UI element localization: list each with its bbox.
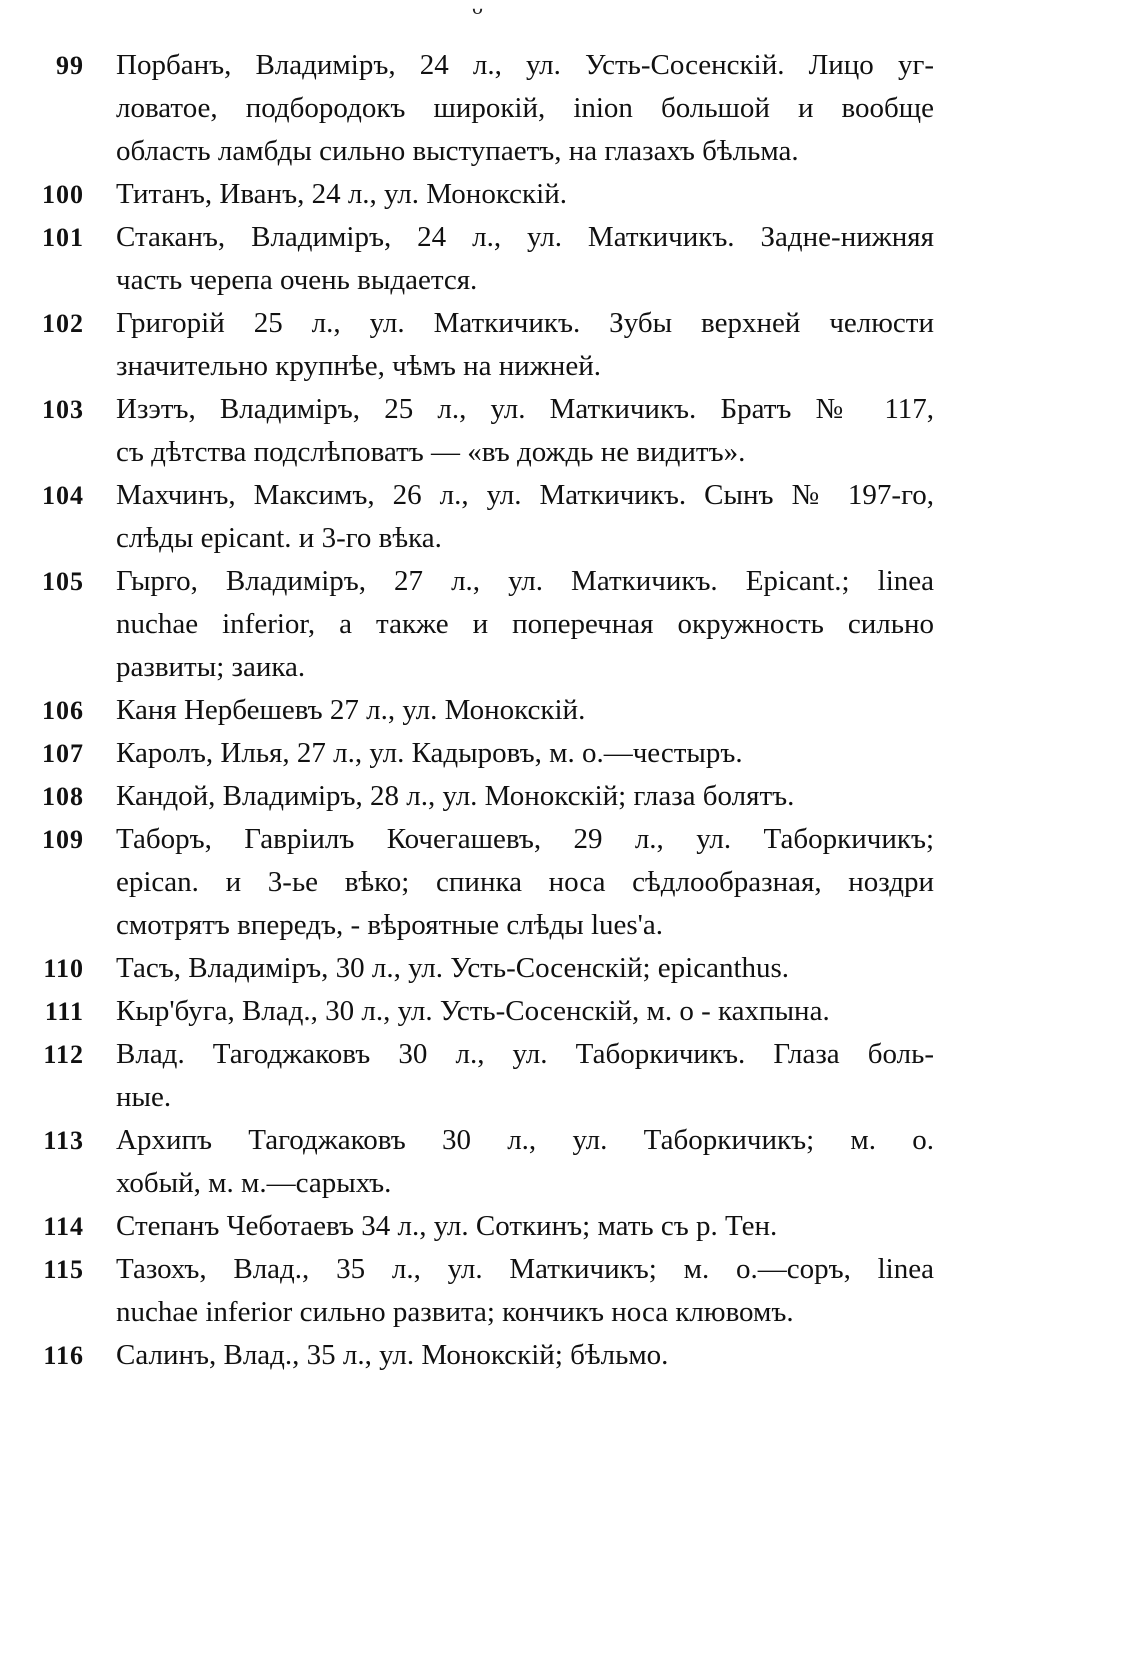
entry-text bbox=[116, 732, 934, 775]
entry-number: 107 bbox=[42, 739, 84, 768]
entry-text bbox=[116, 1205, 934, 1248]
entry-number: 106 bbox=[42, 696, 84, 725]
entry-text-line: Архипъ Тагоджаковъ 30 л., ул. Таборкичикъ; м. о. bbox=[116, 1124, 934, 1156]
entry-text bbox=[116, 1033, 934, 1119]
entry-row bbox=[30, 173, 1090, 216]
entry-text-line: ные. bbox=[116, 1081, 172, 1113]
entry-text bbox=[116, 1334, 934, 1377]
entry-text-line: хобый, м. м.—сарыхъ. bbox=[116, 1167, 392, 1199]
entry-text-line: nuchae inferior сильно развита; кончикъ носа клювомъ. bbox=[116, 1296, 794, 1328]
entry-text bbox=[116, 1248, 934, 1334]
entry-row bbox=[30, 1334, 1090, 1377]
entry-row bbox=[30, 775, 1090, 818]
entry-row bbox=[30, 1205, 1090, 1248]
page-top-mark: ᴗ bbox=[472, 0, 483, 19]
entry-row bbox=[30, 388, 1090, 474]
entry-number: 115 bbox=[43, 1255, 84, 1284]
entry-row bbox=[30, 689, 1090, 732]
entry-row bbox=[30, 474, 1090, 560]
entry-text-line: Стаканъ, Владиміръ, 24 л., ул. Маткичикъ. Задне-нижняя bbox=[116, 221, 934, 253]
entry-number: 101 bbox=[42, 223, 84, 252]
entry-text-line: Влад. Тагоджаковъ 30 л., ул. Таборкичикъ. Глаза боль- bbox=[116, 1038, 934, 1070]
entry-text bbox=[116, 474, 934, 560]
entry-text-line: epican. и 3-ье вѣко; спинка носа сѣдлообразная, ноздри bbox=[116, 866, 934, 898]
entry-text bbox=[116, 990, 934, 1033]
entry-text-line: Каня Нербешевъ 27 л., ул. Монокскій. bbox=[116, 694, 586, 726]
entry-row bbox=[30, 1248, 1090, 1334]
entry-text-line: Кыр'буга, Влад., 30 л., ул. Усть-Сосенскій, м. о - кахпына. bbox=[116, 995, 830, 1027]
entry-text bbox=[116, 173, 934, 216]
entry-row bbox=[30, 818, 1090, 947]
entry-text-line: Каролъ, Илья, 27 л., ул. Кадыровъ, м. о.—честыръ. bbox=[116, 737, 743, 769]
entry-text-line: развиты; заика. bbox=[116, 651, 306, 683]
entry-text bbox=[116, 388, 934, 474]
entry-row bbox=[30, 990, 1090, 1033]
entry-text bbox=[116, 44, 934, 173]
entry-text-line: значительно крупнѣе, чѣмъ на нижней. bbox=[116, 350, 601, 382]
entry-number: 104 bbox=[42, 481, 84, 510]
entry-list bbox=[30, 44, 1090, 1377]
entry-number: 112 bbox=[43, 1040, 84, 1069]
entry-text-line: Махчинъ, Максимъ, 26 л., ул. Маткичикъ. Сынъ № 197-го, bbox=[116, 479, 934, 511]
entry-row bbox=[30, 947, 1090, 990]
entry-number: 99 bbox=[56, 51, 84, 80]
entry-text-line: Изэтъ, Владиміръ, 25 л., ул. Маткичикъ. Братъ № 117, bbox=[116, 393, 934, 425]
entry-row bbox=[30, 1033, 1090, 1119]
entry-row bbox=[30, 732, 1090, 775]
entry-text-line: область ламбды сильно выступаетъ, на глазахъ бѣльма. bbox=[116, 135, 799, 167]
entry-number: 116 bbox=[43, 1341, 84, 1370]
entry-number: 110 bbox=[43, 954, 84, 983]
entry-row bbox=[30, 560, 1090, 689]
entry-text bbox=[116, 302, 934, 388]
entry-number: 100 bbox=[42, 180, 84, 209]
entry-text-line: Салинъ, Влад., 35 л., ул. Монокскій; бѣльмо. bbox=[116, 1339, 669, 1371]
entry-text-line: Степанъ Чеботаевъ 34 л., ул. Соткинъ; мать съ р. Тен. bbox=[116, 1210, 778, 1242]
entry-number: 114 bbox=[43, 1212, 84, 1241]
entry-text bbox=[116, 1119, 934, 1205]
entry-row bbox=[30, 1119, 1090, 1205]
entry-number: 103 bbox=[42, 395, 84, 424]
entry-text bbox=[116, 689, 934, 732]
entry-text-line: Титанъ, Иванъ, 24 л., ул. Монокскій. bbox=[116, 178, 567, 210]
entry-text-line: смотрятъ впередъ, - вѣроятные слѣды lues'а. bbox=[116, 909, 664, 941]
entry-text-line: Кандой, Владиміръ, 28 л., ул. Монокскій; глаза болятъ. bbox=[116, 780, 795, 812]
entry-text-line: Тазохъ, Влад., 35 л., ул. Маткичикъ; м. о.—соръ, linea bbox=[116, 1253, 934, 1285]
entry-text-line: съ дѣтства подслѣповатъ — «въ дождь не видитъ». bbox=[116, 436, 746, 468]
entry-text-line: Гырго, Владиміръ, 27 л., ул. Маткичикъ. Epicant.; linea bbox=[116, 565, 934, 597]
entry-text-line: ловатое, подбородокъ широкій, inion большой и вообще bbox=[116, 92, 934, 124]
entry-text-line: слѣды epicant. и 3-го вѣка. bbox=[116, 522, 442, 554]
entry-text-line: Григорій 25 л., ул. Маткичикъ. Зубы верхней челюсти bbox=[116, 307, 934, 339]
entry-text bbox=[116, 560, 934, 689]
entry-number: 109 bbox=[42, 825, 84, 854]
entry-text bbox=[116, 216, 934, 302]
entry-text-line: Таборъ, Гавріилъ Кочегашевъ, 29 л., ул. Таборкичикъ; bbox=[116, 823, 934, 855]
entry-text-line: Порбанъ, Владиміръ, 24 л., ул. Усть-Сосенскій. Лицо уг- bbox=[116, 49, 934, 81]
entry-text bbox=[116, 947, 934, 990]
entry-text bbox=[116, 818, 934, 947]
entry-row bbox=[30, 44, 1090, 173]
entry-row bbox=[30, 302, 1090, 388]
entry-row bbox=[30, 216, 1090, 302]
entry-number: 113 bbox=[43, 1126, 84, 1155]
entry-text-line: nuchae inferior, а также и поперечная окружность сильно bbox=[116, 608, 934, 640]
entry-text-line: часть черепа очень выдается. bbox=[116, 264, 478, 296]
entry-number: 105 bbox=[42, 567, 84, 596]
entry-number: 111 bbox=[44, 997, 84, 1026]
entry-number: 108 bbox=[42, 782, 84, 811]
entry-number: 102 bbox=[42, 309, 84, 338]
entry-text bbox=[116, 775, 934, 818]
entry-text-line: Тасъ, Владиміръ, 30 л., ул. Усть-Сосенскій; epicanthus. bbox=[116, 952, 790, 984]
